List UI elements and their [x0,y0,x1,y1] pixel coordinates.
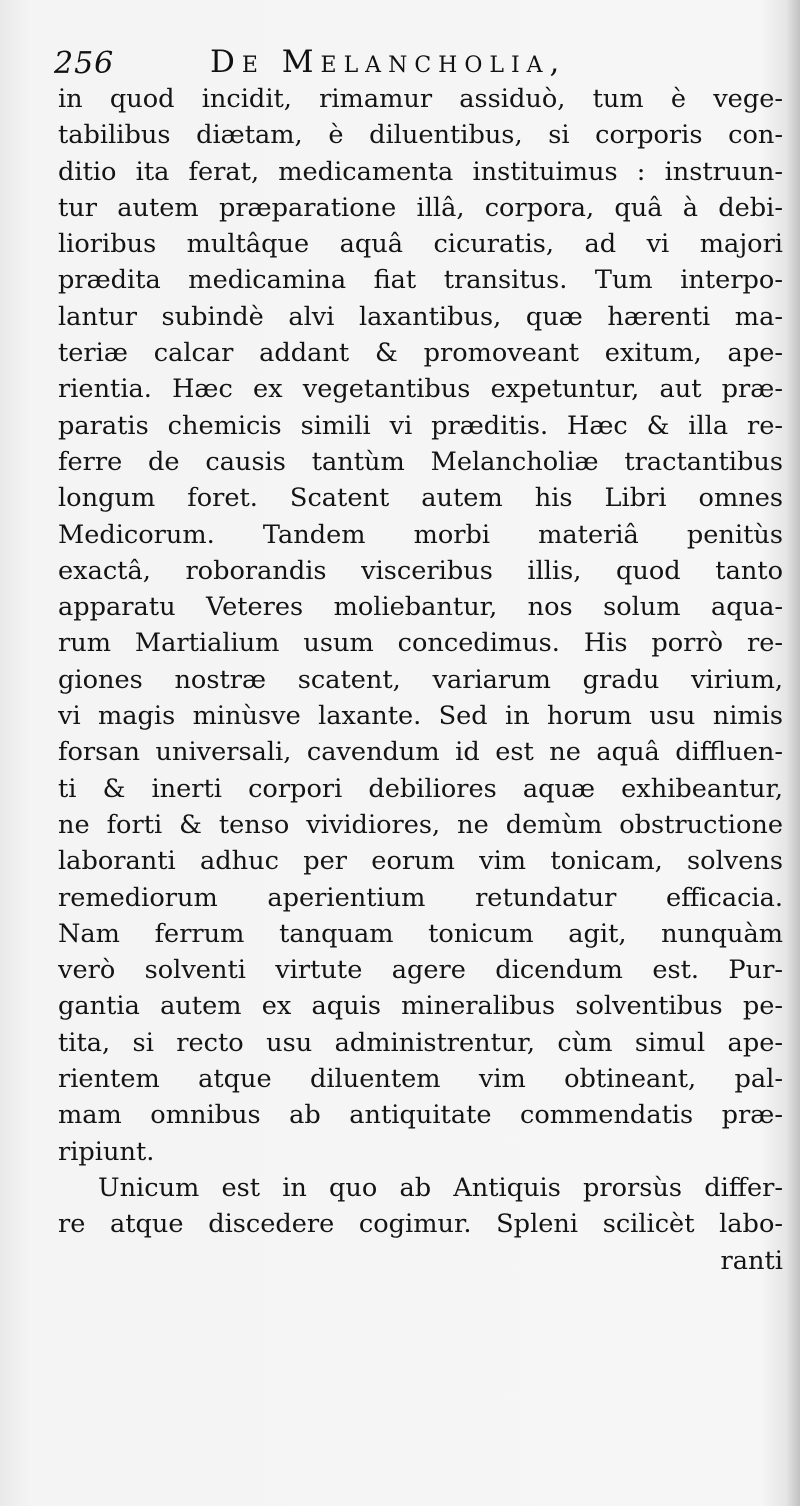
text-line: giones nostræ scatent, variarum gradu virium, [58,664,783,695]
text-line: Medicorum. Tandem morbi materiâ penitùs [58,519,783,550]
text-line: ti & inerti corpori debiliores aquæ exhibeantur, [58,773,783,804]
text-line: teriæ calcar addant & promoveant exitum, ape- [58,338,783,369]
text-line: tur autem præparatione illâ, corpora, quâ à debi- [58,192,783,223]
text-line: exactâ, roborandis visceribus illis, quod tanto [58,555,783,586]
text-line: paratis chemicis simili vi præditis. Hæc & illa re- [58,410,783,441]
text-line: rientem atque diluentem vim obtineant, pal- [58,1064,783,1095]
text-line: lioribus multâque aquâ cicuratis, ad vi majori [58,229,783,260]
text-line: gantia autem ex aquis mineralibus solventibus pe- [58,991,783,1022]
catchword: ranti [720,1245,783,1276]
page-number: 256 [54,46,115,81]
text-line: rientia. Hæc ex vegetantibus expetuntur, aut præ- [58,374,783,405]
text-line: verò solventi virtute agere dicendum est. Pur- [58,955,783,986]
text-line: ripiunt. [58,1136,155,1167]
text-line: mam omnibus ab antiquitate commendatis præ- [58,1100,783,1131]
text-line: ferre de causis tantùm Melancholiæ tractantibus [58,446,783,477]
text-line: lantur subindè alvi laxantibus, quæ hærenti ma- [58,301,783,332]
text-line: Unicum est in quo ab Antiquis prorsùs differ- [98,1172,783,1203]
text-line: longum foret. Scatent autem his Libri omnes [58,483,783,514]
text-line: prædita medicamina fiat transitus. Tum interpo- [58,265,783,296]
text-line: Nam ferrum tanquam tonicum agit, nunquàm [58,918,783,949]
text-line: laboranti adhuc per eorum vim tonicam, solvens [58,846,783,877]
running-title: De Melancholia, [210,44,567,80]
text-line: ne forti & tenso vividiores, ne demùm obstructione [58,809,783,840]
text-line: tita, si recto usu administrentur, cùm simul ape- [58,1027,783,1058]
body-text [58,81,783,1279]
text-line: vi magis minùsve laxante. Sed in horum usu nimis [58,701,783,732]
text-line: tabilibus diætam, è diluentibus, si corporis con- [58,120,783,151]
page-header [54,42,774,86]
text-line: forsan universali, cavendum id est ne aquâ diffluen- [58,737,783,768]
text-line: rum Martialium usum concedimus. His porrò re- [58,628,783,659]
text-line: in quod incidit, rimamur assiduò, tum è vege- [58,84,783,114]
text-line: remediorum aperientium retundatur efficacia. [58,882,783,913]
text-line: ditio ita ferat, medicamenta instituimus : instruun- [58,156,783,187]
text-line: apparatu Veteres moliebantur, nos solum aqua- [58,592,783,623]
text-line: re atque discedere cogimur. Spleni scilicèt labo- [58,1209,783,1240]
